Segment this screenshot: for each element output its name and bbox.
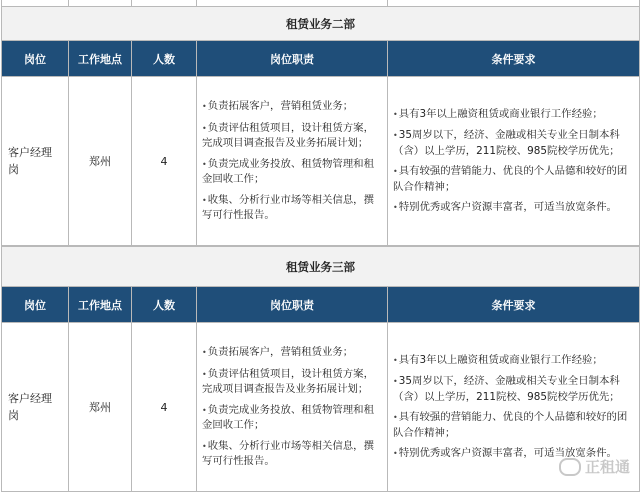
section-title-row [2, 7, 640, 41]
header-count: 人数 [132, 41, 197, 77]
duties-cell [197, 77, 388, 246]
duty-item: • 负责完成业务投放、租赁物管理和租金回收工作； [202, 157, 381, 187]
header-count: 人数 [132, 287, 197, 323]
header-location: 工作地点 [69, 41, 132, 77]
duty-item: • 负责评估租赁项目，设计租赁方案，完成项目调查报告及业务拓展计划； [202, 367, 381, 397]
section-title: 租赁业务二部 [2, 7, 640, 41]
header-duties: 岗位职责 [197, 287, 388, 323]
duty-item: • 负责拓展客户，营销租赁业务； [202, 345, 381, 361]
duty-item: • 负责拓展客户，营销租赁业务； [202, 99, 381, 115]
requirement-item: • 具有3年以上融资租赁或商业银行工作经验； [393, 353, 633, 369]
requirement-item: • 具有较强的营销能力、优良的个人品德和较好的团队合作精神； [393, 164, 633, 194]
requirement-item: • 特别优秀或客户资源丰富者，可适当放宽条件。 [393, 200, 633, 216]
watermark-text: 正租通 [584, 458, 630, 476]
header-row [2, 41, 640, 77]
location-cell: 郑州 [69, 323, 132, 492]
requirements-cell [388, 77, 640, 246]
duties-cell [197, 323, 388, 492]
header-location: 工作地点 [69, 287, 132, 323]
count-cell: 4 [132, 323, 197, 492]
section-table-2 [1, 0, 640, 246]
section-title-row [2, 247, 640, 287]
watermark [559, 456, 630, 477]
header-requirements: 条件要求 [388, 287, 640, 323]
location-cell: 郑州 [69, 77, 132, 246]
table-row [2, 77, 640, 246]
requirement-item: • 具有3年以上融资租赁或商业银行工作经验； [393, 107, 633, 123]
position-cell: 客户经理岗 [2, 323, 69, 492]
table-row [2, 323, 640, 492]
duty-item: • 收集、分析行业市场等相关信息，撰写可行性报告。 [202, 439, 381, 469]
header-position: 岗位 [2, 287, 69, 323]
position-cell: 客户经理岗 [2, 77, 69, 246]
chat-logo-icon [559, 458, 581, 476]
duty-item: • 收集、分析行业市场等相关信息，撰写可行性报告。 [202, 193, 381, 223]
requirement-item: • 35周岁以下，经济、金融或相关专业全日制本科（含）以上学历，211院校、985院校学历优先； [393, 128, 633, 158]
header-duties: 岗位职责 [197, 41, 388, 77]
section-table-3 [1, 246, 640, 492]
duty-item: • 负责完成业务投放、租赁物管理和租金回收工作； [202, 403, 381, 433]
duty-item: • 负责评估租赁项目，设计租赁方案，完成项目调查报告及业务拓展计划； [202, 121, 381, 151]
header-position: 岗位 [2, 41, 69, 77]
header-requirements: 条件要求 [388, 41, 640, 77]
header-row [2, 287, 640, 323]
section-title: 租赁业务三部 [2, 247, 640, 287]
requirement-item: • 35周岁以下，经济、金融或相关专业全日制本科（含）以上学历，211院校、985院校学历优先； [393, 374, 633, 404]
requirement-item: • 特别优秀或客户资源丰富者，可适当放宽条件。 [393, 446, 633, 462]
count-cell: 4 [132, 77, 197, 246]
requirement-item: • 具有较强的营销能力、优良的个人品德和较好的团队合作精神； [393, 410, 633, 440]
